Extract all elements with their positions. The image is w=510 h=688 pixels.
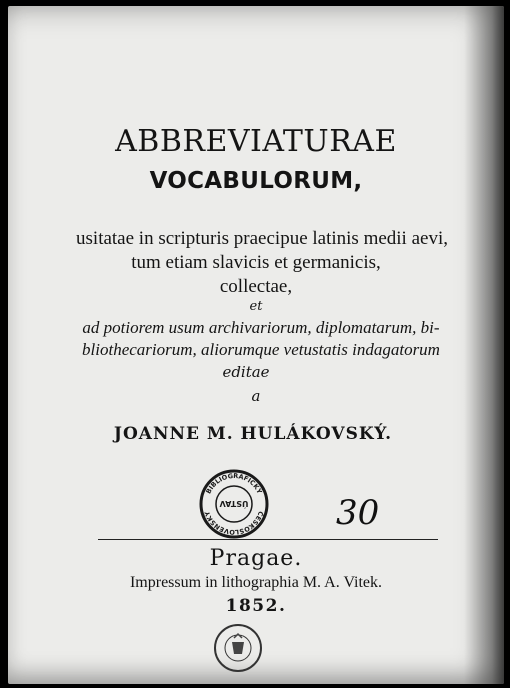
- title-page: [8, 6, 504, 684]
- conjunction-et: et: [249, 299, 263, 314]
- place-of-publication: Pragae.: [209, 546, 303, 571]
- library-stamp-icon: [198, 468, 270, 540]
- stamp-text-mid: ÚSTAV: [219, 499, 249, 508]
- imprint-line: Impressum in lithographia M. A. Vitek.: [129, 574, 383, 591]
- subtitle-line-2: tum etiam slavicis et germanicis,: [131, 252, 381, 273]
- title-line-2: VOCABULORUM,: [149, 168, 363, 194]
- svg-text:30: 30: [336, 493, 380, 530]
- handwritten-number: [332, 490, 382, 530]
- stamp-text-bottom: ČESKOSLOVENSKÝ: [203, 510, 265, 537]
- author-name: JOANNE M. HULÁKOVSKÝ.: [113, 424, 393, 444]
- stamp-text-top: BIBLIOGRAFICKÝ: [204, 471, 264, 496]
- italic-line-2: bliothecariorum, aliorumque vetustatis indagatorum: [82, 340, 440, 359]
- library-seal-icon: [212, 622, 264, 674]
- svg-text:ČESKOSLOVENSKÝ: [202, 510, 266, 536]
- publication-year: 1852.: [225, 596, 287, 616]
- horizontal-rule: [98, 539, 438, 540]
- subtitle-line-3: collectae,: [219, 276, 293, 297]
- title-line-1: ABBREVIATURAE: [115, 124, 397, 159]
- a-line: a: [251, 387, 261, 405]
- svg-text:BIBLIOGRAFICKÝ: [204, 472, 264, 495]
- italic-line-1: ad potiorem usum archivariorum, diplomatarum, bi-: [82, 318, 440, 337]
- editae-line: editae: [222, 363, 270, 381]
- subtitle-line-1: usitatae in scripturis praecipue latinis medii aevi,: [76, 228, 448, 249]
